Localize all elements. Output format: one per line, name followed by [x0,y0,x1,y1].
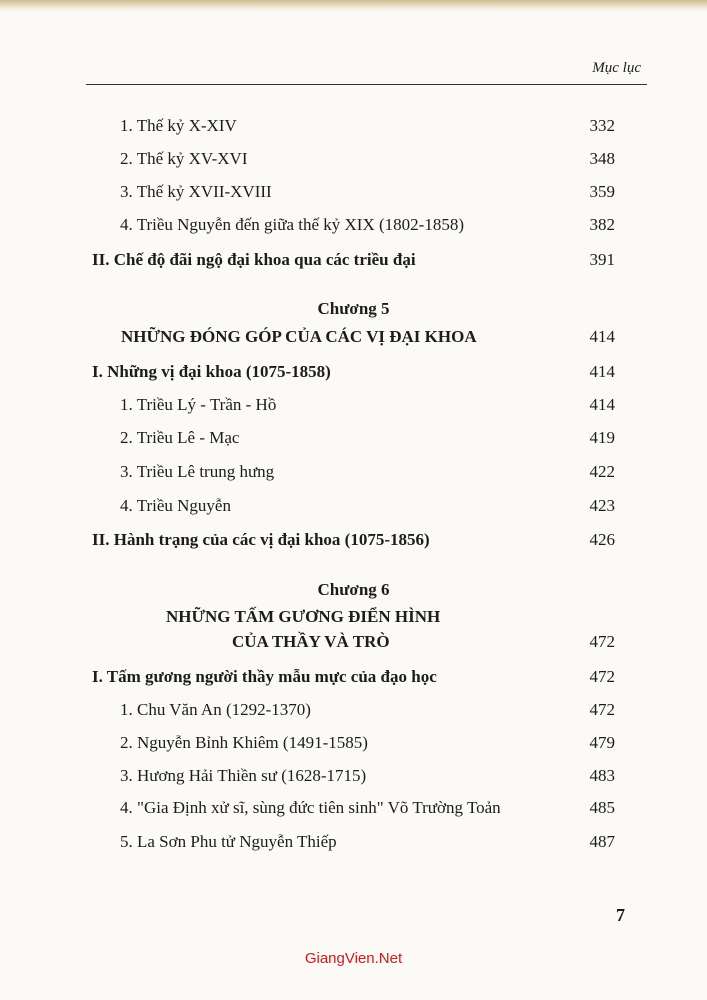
toc-entry-page: 426 [589,530,615,549]
toc-section-entry [0,362,707,392]
toc-entry-page: 348 [589,149,615,168]
toc-section-entry [0,667,707,697]
toc-entry-label: 4. Triều Nguyễn [120,496,231,515]
toc-entry [0,116,707,146]
toc-entry [0,215,707,245]
toc-entry [0,395,707,425]
toc-entry-page: 391 [589,250,615,269]
chapter-6-title-line1: NHỮNG TẤM GƯƠNG ĐIỂN HÌNH [166,607,441,626]
toc-entry-page: 479 [589,733,615,752]
toc-section-label: I. Tấm gương người thầy mẫu mực của đạo học [92,667,437,686]
toc-entry-page: 472 [589,667,615,686]
page-number: 7 [616,905,625,925]
chapter-5-page: 414 [589,327,615,346]
toc-entry-page: 359 [589,182,615,201]
chapter-6-page: 472 [589,632,615,651]
toc-section-label: II. Chế độ đãi ngộ đại khoa qua các triều đại [92,250,416,269]
toc-entry [0,149,707,179]
toc-entry [0,496,707,526]
toc-entry-page: 332 [589,116,615,135]
toc-entry-label: 1. Triều Lý - Trần - Hồ [120,395,277,414]
toc-entry-page: 485 [589,798,615,817]
toc-entry-label: 4. "Gia Định xử sĩ, sùng đức tiên sinh" Võ Trường Toản [120,798,501,817]
toc-entry-label: 3. Triều Lê trung hưng [120,462,275,481]
toc-entry-page: 483 [589,766,615,785]
toc-entry-page: 414 [589,362,615,381]
toc-entry-label: 1. Chu Văn An (1292-1370) [120,700,311,719]
chapter-5-title: NHỮNG ĐÓNG GÓP CỦA CÁC VỊ ĐẠI KHOA [121,327,477,346]
toc-entry [0,462,707,492]
toc-entry-page: 382 [589,215,615,234]
toc-entry [0,798,707,828]
toc-entry-label: 3. Thế kỷ XVII-XVIII [120,182,272,201]
toc-entry-page: 472 [589,700,615,719]
chapter-6-title-line2: CỦA THẦY VÀ TRÒ [232,632,390,651]
toc-entry-page: 422 [589,462,615,481]
toc-entry-page: 423 [589,496,615,515]
chapter-6-label: Chương 6 [317,580,390,599]
chapter-5-label: Chương 5 [317,299,390,318]
toc-entry [0,700,707,730]
watermark: GiangVien.Net [304,950,403,967]
toc-entry-label: 2. Thế kỷ XV-XVI [120,149,248,168]
running-header: Mục lục [592,60,641,76]
toc-entry-page: 487 [589,832,615,851]
toc-entry-label: 4. Triều Nguyễn đến giữa thế kỷ XIX (1802-1858) [120,215,464,234]
page-top-edge [0,0,707,12]
toc-section-label: II. Hành trạng của các vị đại khoa (1075-1856) [92,530,430,549]
toc-section-label: I. Những vị đại khoa (1075-1858) [92,362,331,381]
toc-entry-page: 414 [589,395,615,414]
toc-entry-label: 2. Triều Lê - Mạc [120,428,240,447]
toc-entry-label: 1. Thế kỷ X-XIV [120,116,237,135]
toc-entry [0,766,707,796]
toc-entry [0,832,707,862]
toc-entry [0,733,707,763]
toc-entry [0,428,707,458]
toc-section-entry [0,530,707,560]
toc-entry-label: 5. La Sơn Phu tử Nguyễn Thiếp [120,832,337,851]
toc-entry-label: 3. Hương Hải Thiền sư (1628-1715) [120,766,367,785]
toc-section-entry [0,250,707,280]
toc-entry-label: 2. Nguyễn Bỉnh Khiêm (1491-1585) [120,733,368,752]
header-rule [86,84,647,85]
toc-entry [0,182,707,212]
toc-entry-page: 419 [589,428,615,447]
